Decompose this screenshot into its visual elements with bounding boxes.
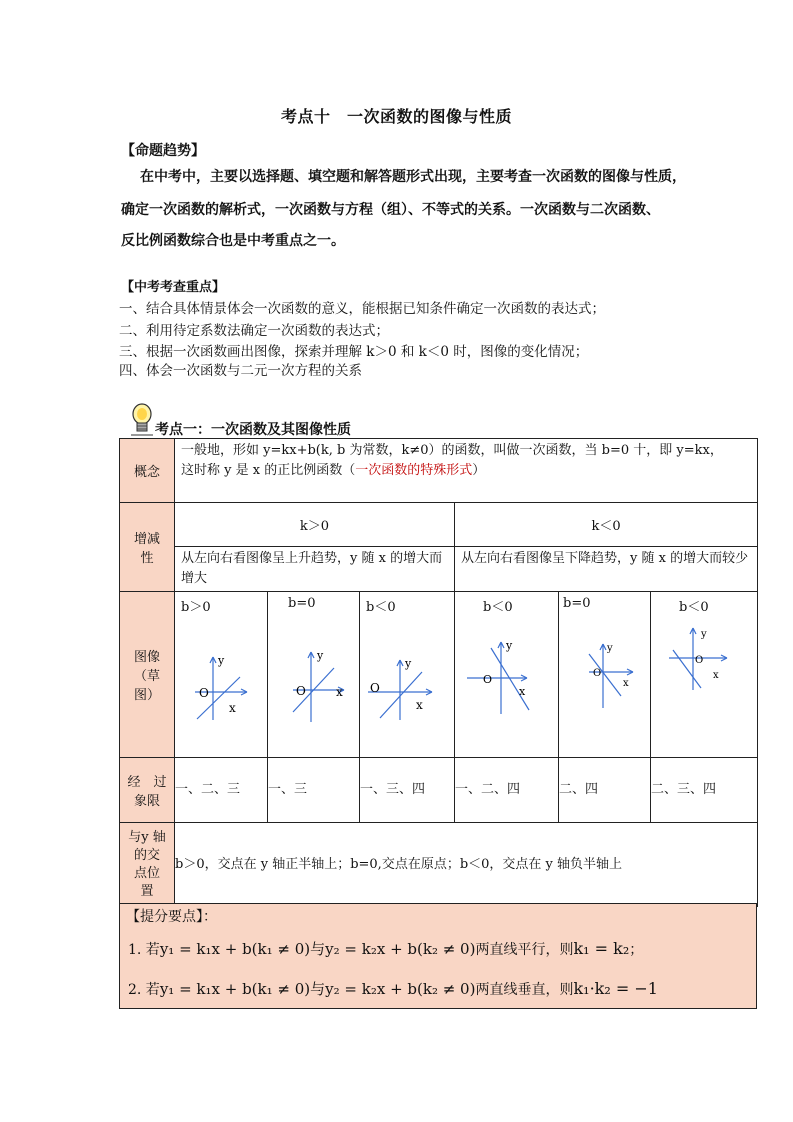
graph-cell-3 [360, 592, 455, 758]
k-pos-desc: 从左向右看图像呈上升趋势，y 随 x 的增大而增大 [181, 551, 443, 586]
graph-2-origin: O [296, 684, 306, 698]
trend-line-3: 反比例函数综合也是中考重点之一。 [121, 233, 345, 249]
tip-1-end: ； [629, 942, 644, 958]
graph-1-sketch [175, 592, 268, 758]
monotonic-label-1: 增减 [133, 532, 160, 547]
concept-text-2c: ） [472, 463, 486, 478]
tip-2-formula-a: y₁ = k₁x + b(k₁ ≠ 0)与 [159, 980, 326, 998]
graph-3-origin: O [370, 681, 380, 695]
graph-cell-2 [268, 592, 360, 758]
tip-2-prefix: 2. 若 [128, 982, 160, 998]
concept-label: 概念 [133, 465, 160, 480]
graph-5-axis-y: y [607, 643, 613, 654]
graph-label-2: （草 [133, 669, 160, 684]
quadrant-cell-2: 一、三 [268, 758, 360, 823]
graph-1-label: b＞0 [181, 600, 211, 615]
tip-1-formula-b: y₂ = k₂x + b(k₂ ≠ 0) [325, 940, 476, 958]
graph-6-sketch [651, 592, 758, 758]
graph-4-origin: O [483, 673, 493, 686]
k-neg-desc: 从左向右看图像呈下降趋势，y 随 x 的增大而较少 [461, 551, 749, 566]
k-neg-label: k＜0 [591, 519, 621, 534]
graph-cell-1 [175, 592, 268, 758]
intercept-text: b＞0，交点在 y 轴正半轴上；b=0,交点在原点；b＜0，交点在 y 轴负半轴上 [175, 823, 758, 907]
quadrant-cell-3: 一、三、四 [360, 758, 455, 823]
k-pos-header [175, 503, 455, 547]
k-neg-header [455, 503, 758, 547]
graph-label-1: 图像 [133, 650, 160, 665]
intercept-label-3: 点位 [133, 865, 160, 881]
tips-box [119, 903, 757, 1009]
graph-4-axis-y: y [506, 639, 513, 652]
quadrant-cell-5: 二、四 [559, 758, 651, 823]
k-pos-desc-cell [175, 547, 455, 592]
tip-1-mid: 两直线平行，则 [475, 942, 574, 958]
graph-1-axis-y: y [218, 654, 225, 667]
graph-3-axis-x: x [416, 698, 423, 712]
page-title: 考点十 一次函数的图像与性质 [280, 107, 512, 126]
key-point-4: 四、体会一次函数与二元一次方程的关系 [119, 363, 362, 379]
trend-line-1: 在中考中，主要以选择题、填空题和解答题形式出现，主要考查一次函数的图像与性质， [140, 169, 686, 185]
graph-label-3: 图） [133, 688, 160, 703]
graph-1-axis-x: x [229, 701, 236, 715]
graph-4-axis-x: x [519, 685, 526, 698]
tip-2-mid: 两直线垂直，则 [475, 982, 574, 998]
intercept-label-2: 的交 [133, 847, 160, 863]
graph-5-origin: O [593, 668, 602, 679]
tip-1-prefix: 1. 若 [128, 942, 160, 958]
graph-4-sketch [455, 592, 559, 758]
graph-2-axis-y: y [317, 649, 324, 662]
graph-3-label: b＜0 [366, 600, 396, 615]
graph-label-cell [120, 592, 175, 758]
quadrant-label-1: 经 过 [127, 775, 167, 790]
quadrant-cell-1: 一、二、三 [175, 758, 268, 823]
tip-2-formula-b: y₂ = k₂x + b(k₂ ≠ 0) [325, 980, 476, 998]
concept-text-2a: 这时称 y 是 x 的正比例函数（ [181, 463, 356, 478]
tip-1 [128, 938, 643, 959]
graph-5-axis-x: x [623, 678, 629, 689]
concept-special-form: 一次函数的特殊形式 [355, 463, 473, 478]
concept-label-cell [120, 439, 175, 503]
graph-5-sketch [559, 592, 651, 758]
intercept-label-4: 置 [140, 883, 154, 899]
graph-2-axis-x: x [336, 685, 343, 699]
graph-6-axis-y: y [701, 629, 707, 640]
intercept-label-cell [120, 823, 175, 907]
tip-2-condition: k₁·k₂ = −1 [573, 979, 658, 998]
key-point-3: 三、根据一次函数画出图像，探索并理解 k＞0 和 k＜0 时，图像的变化情况； [119, 344, 589, 360]
tips-heading: 【提分要点】： [126, 909, 217, 925]
concept-cell [175, 439, 758, 503]
concept-text-1: 一般地，形如 y=kx+b(k, b 为常数，k≠0）的函数，叫做一次函数，当 b=0 十，即 y=kx， [181, 443, 723, 458]
quadrant-cell-4: 一、二、四 [455, 758, 559, 823]
key-point-2: 二、利用待定系数法确定一次函数的表达式； [119, 323, 389, 339]
trend-heading: 【命题趋势】 [121, 143, 205, 159]
graph-6-label: b＜0 [679, 600, 709, 615]
graph-3-sketch [360, 592, 455, 758]
quadrant-label-2: 象限 [133, 794, 160, 809]
lightbulb-icon [131, 402, 153, 436]
monotonic-label-cell [120, 503, 175, 592]
tip-1-formula-a: y₁ = k₁x + b(k₁ ≠ 0)与 [159, 940, 326, 958]
concept-text-2 [181, 461, 751, 481]
key-points-heading: 【中考考查重点】 [121, 280, 226, 295]
tip-2 [128, 978, 658, 999]
section-heading: 考点一：一次函数及其图像性质 [155, 422, 351, 438]
trend-line-2: 确定一次函数的解析式，一次函数与方程（组）、不等式的关系。一次函数与二次函数、 [121, 202, 660, 218]
graph-5-label: b=0 [563, 596, 591, 611]
graph-cell-5 [559, 592, 651, 758]
graph-2-label: b=0 [288, 596, 316, 611]
graph-2-sketch [268, 592, 360, 758]
graph-6-origin: O [695, 655, 704, 666]
graph-cell-4 [455, 592, 559, 758]
quadrant-cell-6: 二、三、四 [651, 758, 758, 823]
graph-1-origin: O [199, 686, 209, 700]
graph-3-axis-y: y [405, 657, 412, 670]
graph-cell-6 [651, 592, 758, 758]
monotonic-label-2: 性 [140, 551, 154, 566]
intercept-label-1: 与y 轴 [128, 829, 166, 845]
graph-4-label: b＜0 [483, 600, 513, 615]
quadrant-label-cell [120, 758, 175, 823]
k-neg-desc-cell [455, 547, 758, 592]
k-pos-label: k＞0 [299, 519, 330, 534]
properties-table [119, 438, 758, 907]
tip-1-condition: k₁ = k₂ [573, 939, 630, 958]
key-point-1: 一、结合具体情景体会一次函数的意义，能根据已知条件确定一次函数的表达式； [119, 301, 605, 317]
graph-6-axis-x: x [713, 670, 719, 681]
